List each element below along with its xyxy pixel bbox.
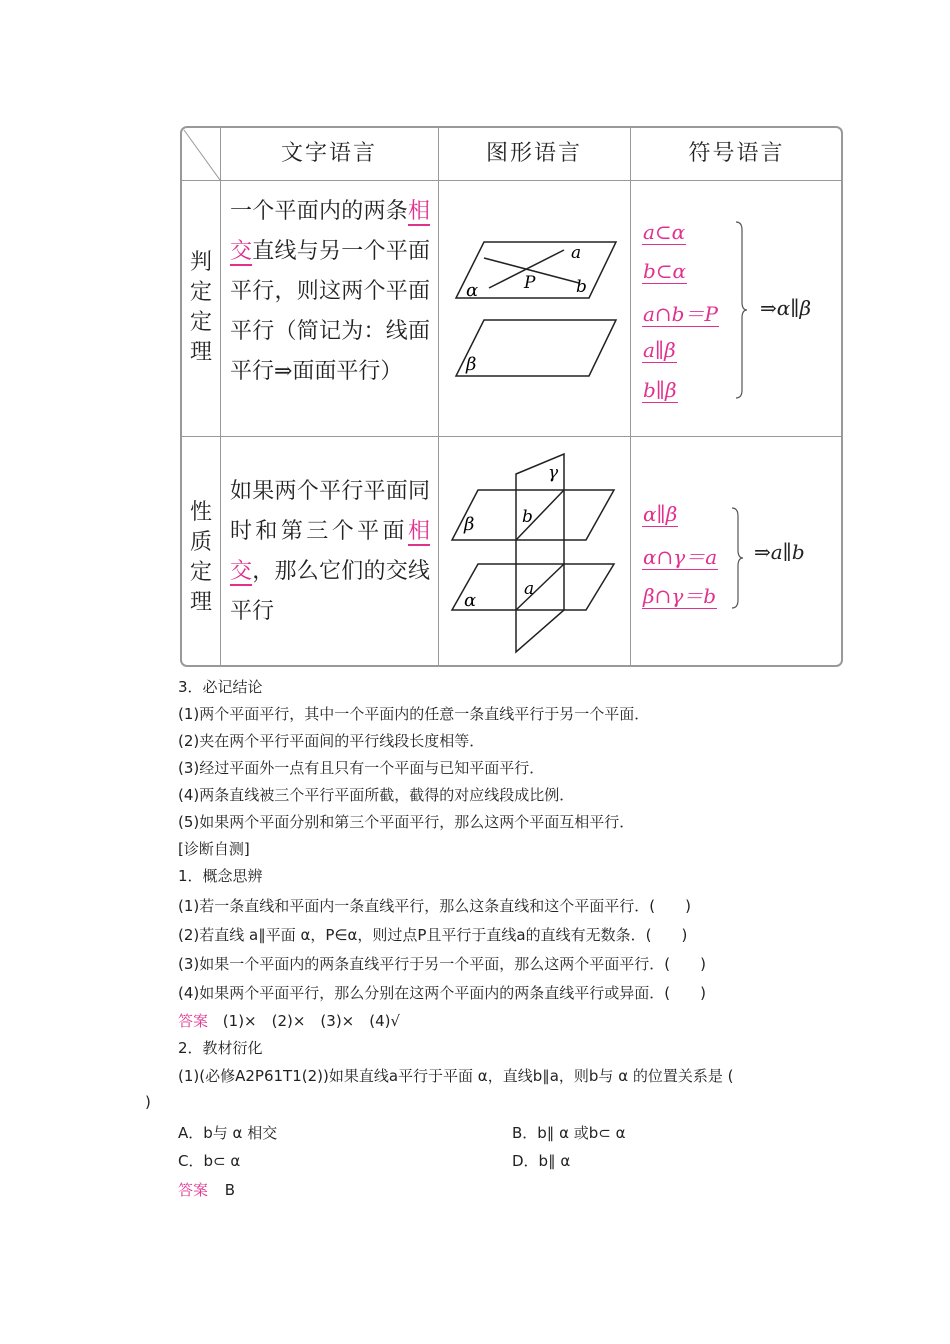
header-symbol: 符号语言	[688, 141, 785, 166]
q2-stem: (1)(必修A2P61T1(2))如果直线a平行于平面 α，直线b∥a，则b与 α 的位置关系是 (	[178, 1067, 734, 1085]
theorem-table	[180, 126, 843, 667]
row2-highlight: 相交	[230, 519, 430, 584]
conclusion-3: (3)经过平面外一点有且只有一个平面与已知平面平行．	[178, 759, 545, 777]
choice-d: D．b∥ α	[512, 1152, 571, 1170]
q1-answer: (1)× (2)× (3)× (4)√	[222, 1012, 401, 1030]
choice-a: A．b与 α 相交	[178, 1124, 278, 1142]
sym-5: b∥β	[643, 378, 677, 402]
label-beta: β	[464, 514, 475, 535]
sym-3: a∩b＝P	[643, 302, 718, 326]
table-divider	[182, 180, 841, 181]
q1-answer-line	[178, 1008, 400, 1034]
row1-text	[230, 192, 430, 392]
conclusion-1: (1)两个平面平行，其中一个平面内的任意一条直线平行于另一个平面．	[178, 705, 650, 723]
row2-text-a: 如果两个平行平面同时和第三个平面	[230, 479, 430, 544]
result-property: ⇒a∥b	[754, 540, 805, 564]
plane-alpha-shape	[456, 242, 616, 298]
plane-gamma-shape	[516, 454, 564, 652]
row1-highlight: 相交	[230, 199, 430, 264]
q1-item-1: (1)若一条直线和平面内一条直线平行，那么这条直线和这个平面平行．( )	[178, 897, 691, 915]
brace-2	[730, 506, 744, 610]
row-label-property: 性质定理	[189, 500, 212, 615]
table-divider	[630, 128, 631, 665]
q1-title: 1．概念思辨	[178, 867, 263, 885]
choice-b: B．b∥ α 或b⊂ α	[512, 1124, 626, 1142]
header-text: 文字语言	[280, 141, 377, 166]
diag-title: [诊断自测]	[178, 840, 250, 858]
q1-item-2: (2)若直线 a∥平面 α，P∈α，则过点P且平行于直线a的直线有无数条．( )	[178, 926, 688, 944]
q2-stem-end: )	[145, 1093, 151, 1111]
row1-text-a: 一个平面内的两条	[230, 199, 408, 224]
q2-answer: B	[224, 1181, 236, 1199]
q1-item-3: (3)如果一个平面内的两条直线平行于另一个平面，那么这两个平面平行．( )	[178, 955, 706, 973]
figure-property	[444, 444, 624, 664]
row-label-judgement: 判定定理	[189, 250, 212, 365]
sym-7: α∩γ＝a	[643, 545, 718, 569]
label-alpha: α	[464, 590, 477, 611]
answer-label: 答案	[178, 1012, 209, 1030]
label-a: a	[524, 579, 535, 599]
row1-text-b: 直线与另一个平面平行，则这两个平面平行（简记为：线面平行⇒面面平行）	[230, 239, 430, 384]
sym-8: β∩γ＝b	[643, 584, 717, 608]
answer-label: 答案	[178, 1181, 209, 1199]
sym-1: a⊂α	[643, 220, 686, 244]
label-beta: β	[466, 354, 477, 375]
choice-c: C．b⊂ α	[178, 1152, 241, 1170]
label-b: b	[522, 507, 533, 527]
table-divider	[438, 128, 439, 665]
plane-beta-shape	[456, 320, 616, 376]
sym-6: α∥β	[643, 502, 678, 526]
q1-item-4: (4)如果两个平面平行，那么分别在这两个平面内的两条直线平行或异面．( )	[178, 984, 706, 1002]
conclusion-4: (4)两条直线被三个平行平面所截，截得的对应线段成比例．	[178, 786, 575, 804]
header-figure: 图形语言	[485, 141, 582, 166]
label-alpha: α	[466, 280, 479, 301]
section3-title: 3．必记结论	[178, 678, 263, 696]
table-divider	[220, 128, 221, 665]
corner-diagonal	[182, 128, 220, 180]
conclusion-5: (5)如果两个平面分别和第三个平面平行，那么这两个平面互相平行．	[178, 813, 635, 831]
plane-beta-shape	[452, 490, 614, 540]
row2-text	[230, 472, 430, 632]
sym-4: a∥β	[643, 338, 676, 362]
brace-1	[734, 220, 748, 400]
q2-answer-line	[178, 1177, 235, 1203]
sym-2: b⊂α	[643, 259, 687, 283]
conclusion-2: (2)夹在两个平行平面间的平行线段长度相等．	[178, 732, 485, 750]
result-judgement: ⇒α∥β	[760, 296, 812, 320]
table-divider	[182, 436, 841, 437]
label-a: a	[571, 243, 582, 263]
figure-judgement	[444, 228, 624, 388]
label-b: b	[576, 277, 587, 297]
label-P: P	[524, 273, 536, 293]
q2-title: 2．教材衍化	[178, 1039, 263, 1057]
label-gamma: γ	[548, 463, 559, 483]
row2-text-b: ，那么它们的交线平行	[230, 559, 430, 624]
